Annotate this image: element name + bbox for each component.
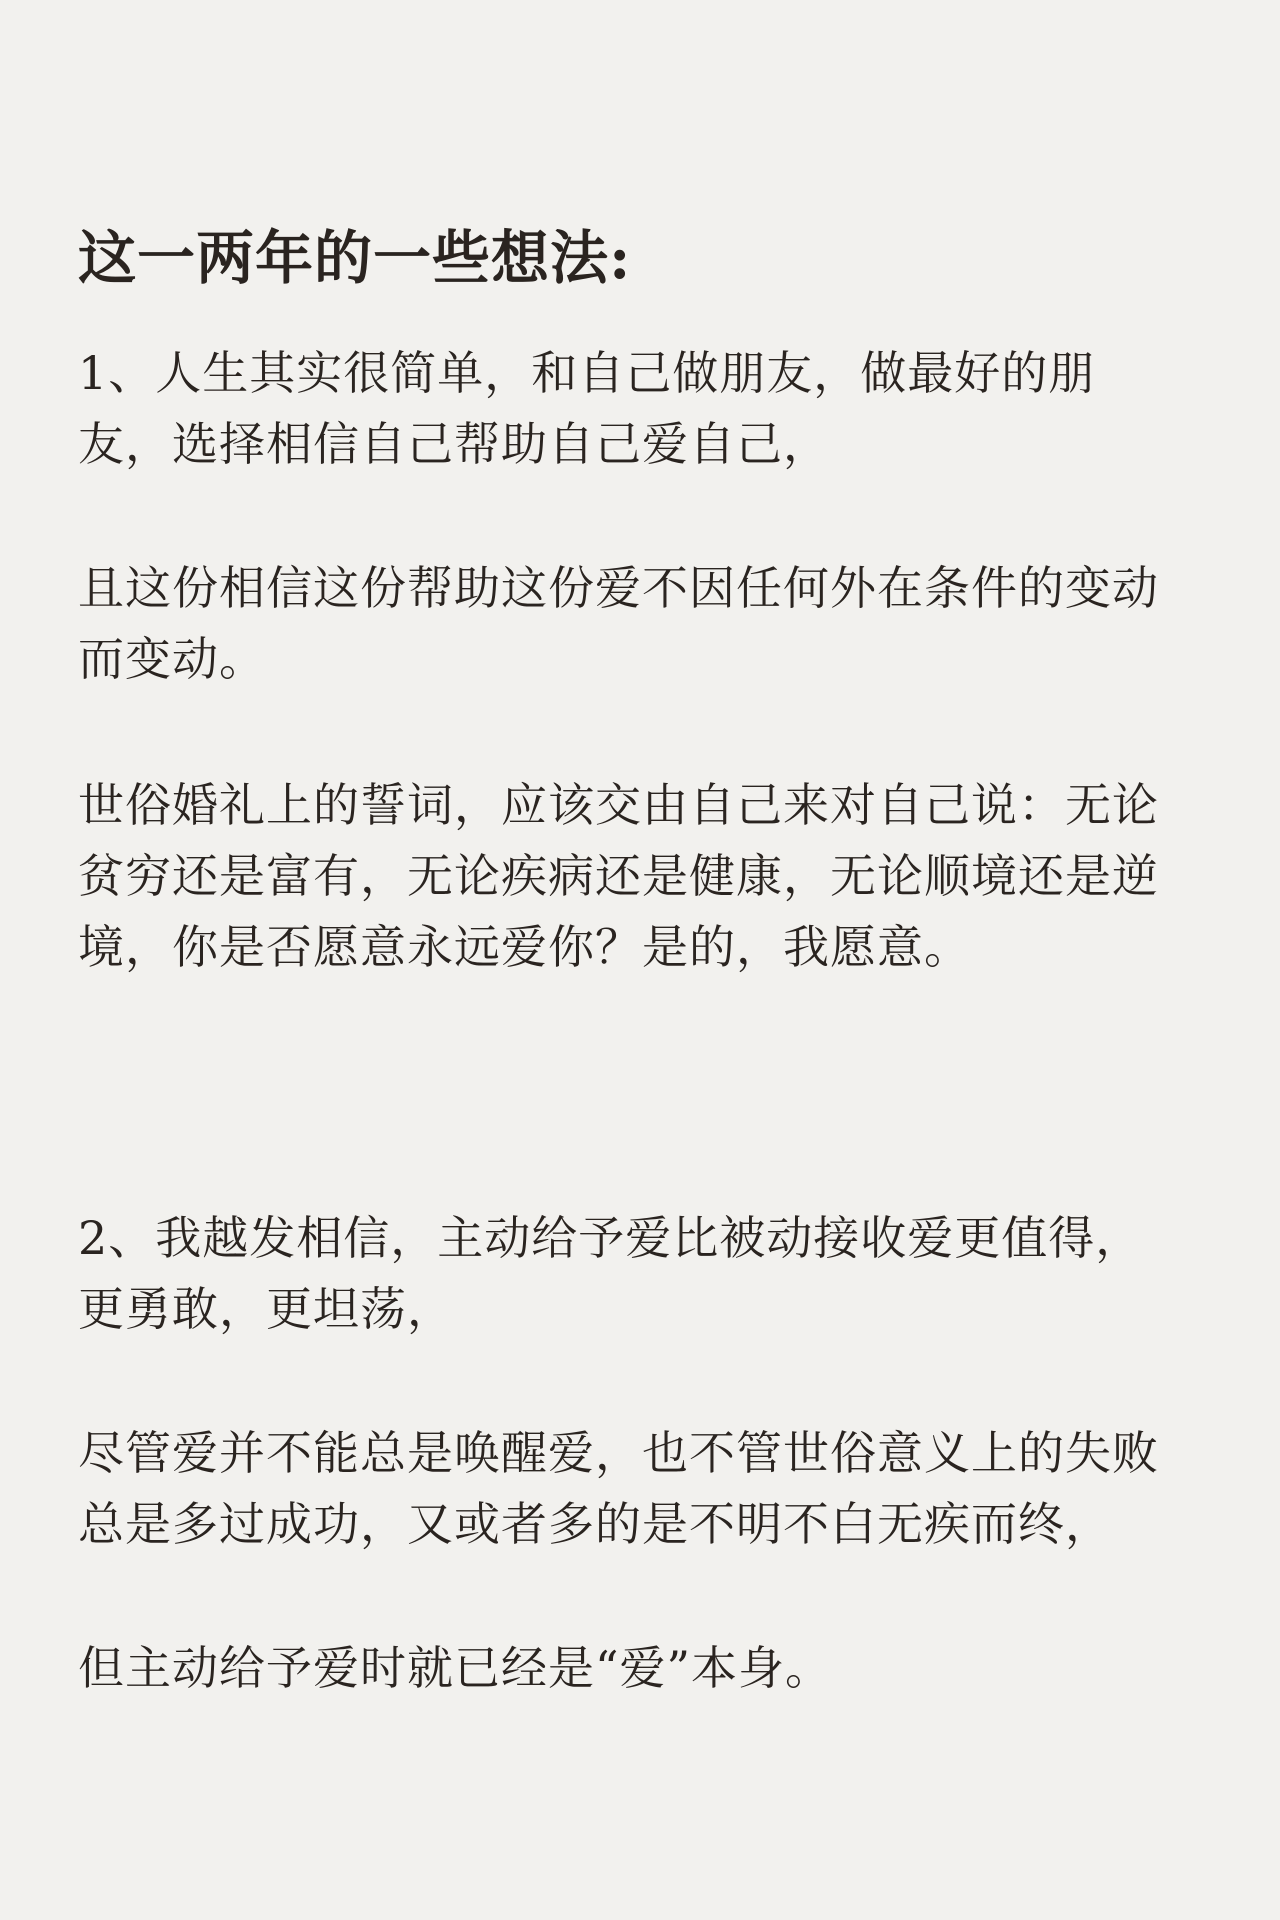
paragraph-line: 更勇敢，更坦荡， xyxy=(78,1282,454,1336)
paragraph-4 xyxy=(78,1203,1188,1345)
paragraph-3 xyxy=(78,770,1188,983)
paragraph-5 xyxy=(78,1418,1188,1560)
paragraph-line: 贫穷还是富有，无论疾病还是健康，无论顺境还是逆 xyxy=(78,849,1159,903)
paragraph-line: 总是多过成功，又或者多的是不明不白无疾而终， xyxy=(78,1497,1112,1551)
paragraph-1 xyxy=(78,338,1188,480)
paragraph-line: 1、人生其实很简单，和自己做朋友，做最好的朋 xyxy=(78,346,1096,400)
paragraph-line: 而变动。 xyxy=(78,632,266,686)
paragraph-line: 且这份相信这份帮助这份爱不因任何外在条件的变动 xyxy=(78,561,1159,615)
paragraph-line: 世俗婚礼上的誓词，应该交由自己来对自己说：无论 xyxy=(78,778,1159,832)
paragraph-line: 境，你是否愿意永远爱你？是的，我愿意。 xyxy=(78,920,971,974)
paragraph-line: 友，选择相信自己帮助自己爱自己， xyxy=(78,417,830,471)
paragraph-2 xyxy=(78,553,1188,695)
paragraph-line: 尽管爱并不能总是唤醒爱，也不管世俗意义上的失败 xyxy=(78,1426,1159,1480)
page-title: 这一两年的一些想法: xyxy=(78,224,632,292)
paragraph-line: 2、我越发相信，主动给予爱比被动接收爱更值得， xyxy=(78,1211,1143,1265)
paragraph-6 xyxy=(78,1633,1188,1704)
paragraph-line: 但主动给予爱时就已经是“爱”本身。 xyxy=(78,1641,833,1695)
